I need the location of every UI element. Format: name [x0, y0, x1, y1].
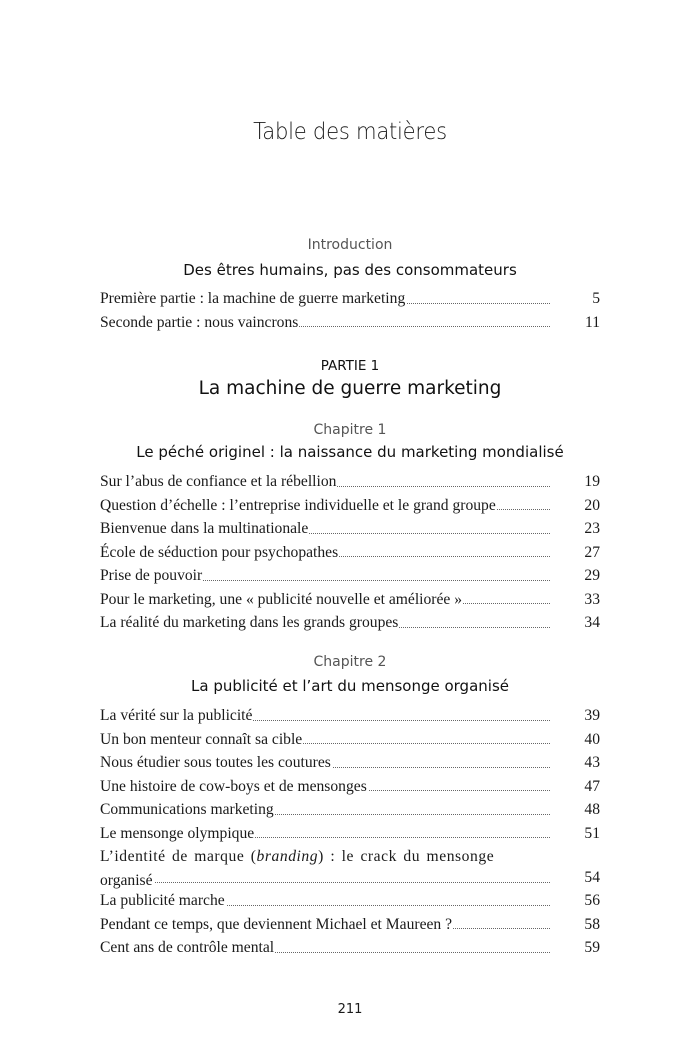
toc-entry-page: 59: [584, 939, 600, 956]
toc-entry-text: Question d’échelle : l’entreprise individuelle et le grand groupe: [100, 496, 496, 514]
toc-entry-text: Pour le marketing, une « publicité nouvelle et améliorée »: [100, 590, 463, 608]
toc-entry-page: 54: [584, 868, 600, 886]
toc-entry[interactable]: [100, 936, 600, 960]
toc-entry-branding[interactable]: [100, 845, 600, 889]
page-title: Table des matières: [253, 119, 447, 145]
toc-entry-page: 33: [584, 590, 600, 608]
toc-entry[interactable]: [100, 470, 600, 494]
toc-entry-text-line1: [100, 845, 600, 869]
toc-entry-text: La publicité marche: [100, 892, 225, 909]
toc-entry-text: Première partie : la machine de guerre marketing: [100, 290, 406, 307]
toc-entry-text: Sur l’abus de confiance et la rébellion: [100, 473, 337, 490]
toc-entry[interactable]: [100, 287, 600, 311]
toc-entry-page: 5: [592, 290, 600, 307]
toc-entry[interactable]: [100, 611, 600, 635]
toc-entry-text: Le mensonge olympique: [100, 824, 255, 842]
toc-entry-page: 39: [584, 707, 600, 724]
page-number: 211: [337, 1002, 363, 1017]
chapter1-entries: [100, 470, 600, 635]
toc-entry-text: Une histoire de cow-boys et de mensonges: [100, 777, 367, 795]
toc-entry-text: Cent ans de contrôle mental: [100, 939, 275, 956]
chapter2-label: Chapitre 2: [313, 654, 387, 670]
toc-entry[interactable]: [100, 728, 600, 752]
toc-entry[interactable]: [100, 822, 600, 846]
toc-entry-page: 27: [584, 543, 600, 561]
branding-text-a: L’identité de marque (: [100, 848, 257, 865]
toc-entry-page: 58: [584, 915, 600, 933]
intro-entries: [100, 287, 600, 334]
branding-term: branding: [256, 848, 319, 865]
toc-entry-page: 51: [584, 824, 600, 842]
toc-entry-page: 40: [584, 730, 600, 748]
toc-entry[interactable]: [100, 517, 600, 541]
toc-entry-text: Seconde partie : nous vaincrons: [100, 313, 299, 331]
toc-entry-text: Nous étudier sous toutes les coutures: [100, 754, 331, 771]
part-label: PARTIE 1: [320, 358, 380, 374]
toc-entry[interactable]: [100, 704, 600, 728]
toc-entry-text: Communications marketing: [100, 801, 274, 818]
branding-text-b: ) : le crack du mensonge: [318, 848, 495, 865]
toc-entry[interactable]: [100, 564, 600, 588]
toc-entry-text: École de séduction pour psychopathes: [100, 543, 339, 561]
intro-label: Introduction: [307, 237, 393, 253]
toc-entry-page: 19: [584, 473, 600, 490]
toc-entry-page: 23: [584, 520, 600, 537]
toc-entry-text: La vérité sur la publicité: [100, 707, 253, 724]
toc-entry-text: Un bon menteur connaît sa cible: [100, 730, 303, 748]
chapter1-title: Le péché originel : la naissance du marketing mondialisé: [136, 443, 564, 461]
leader-dots: [100, 882, 550, 883]
toc-entry-page: 47: [584, 777, 600, 795]
toc-entry[interactable]: [100, 751, 600, 775]
toc-entry[interactable]: [100, 494, 600, 518]
chapter2-title: La publicité et l’art du mensonge organisé: [191, 677, 509, 695]
toc-entry-text-line2: organisé: [100, 869, 154, 893]
toc-entry[interactable]: [100, 913, 600, 937]
toc-entry[interactable]: [100, 889, 600, 913]
toc-entry-page: 48: [584, 801, 600, 818]
toc-entry-page: 34: [584, 614, 600, 631]
toc-entry-page: 56: [584, 892, 600, 909]
intro-title: Des êtres humains, pas des consommateurs: [183, 261, 517, 279]
toc-entry-text: Prise de pouvoir: [100, 567, 203, 584]
toc-entry-page: 29: [584, 567, 600, 584]
toc-entry-page: 20: [584, 496, 600, 514]
toc-entry-text: Bienvenue dans la multinationale: [100, 520, 309, 537]
toc-entry-text: La réalité du marketing dans les grands groupes: [100, 614, 399, 631]
toc-entry-text: Pendant ce temps, que deviennent Michael et Maureen ?: [100, 915, 453, 933]
toc-entry[interactable]: [100, 798, 600, 822]
toc-entry[interactable]: [100, 588, 600, 612]
toc-entry[interactable]: [100, 311, 600, 335]
toc-entry-page: 11: [584, 313, 600, 331]
chapter2-entries: [100, 704, 600, 960]
part-title: La machine de guerre marketing: [198, 378, 502, 399]
chapter1-label: Chapitre 1: [313, 422, 387, 438]
toc-entry-page: 43: [584, 754, 600, 771]
toc-entry[interactable]: [100, 541, 600, 565]
toc-entry[interactable]: [100, 775, 600, 799]
